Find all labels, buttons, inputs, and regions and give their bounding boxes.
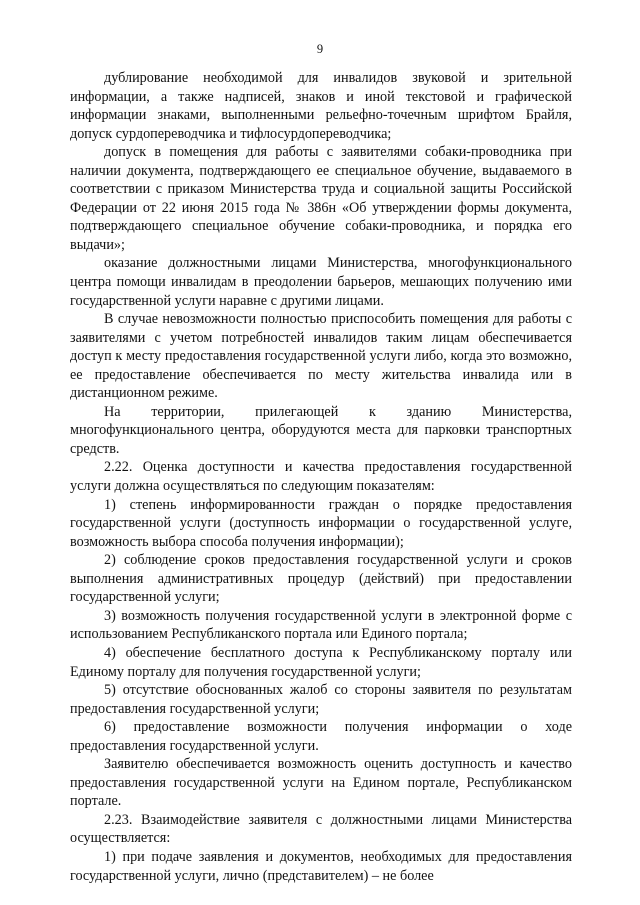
- indicator-item-4: 4) обеспечение бесплатного доступа к Республиканскому порталу или Единому порталу для получения государственной услуги;: [70, 644, 572, 680]
- interaction-item-1: 1) при подаче заявления и документов, необходимых для предоставления государственной услуги, лично (представителем) – не более: [70, 848, 572, 884]
- paragraph-assistance: оказание должностными лицами Министерства, многофункционального центра помощи инвалидам в преодолении барьеров, мешающих получению ими государственной услуги наравне с другими лицами.: [70, 255, 572, 309]
- indicator-item-6: 6) предоставление возможности получения информации о ходе предоставления государственной услуги.: [70, 719, 572, 754]
- paragraph-parking: На территории, прилегающей к зданию Министерства, многофункционального центра, оборудуются места для парковки транспортных средств.: [70, 403, 572, 457]
- paragraph-remote-service: В случае невозможности полностью приспособить помещения для работы с заявителями с учетом потребностей инвалидов таким лицам обеспечивается доступ к месту предоставления государственной услуги либо, когда это возможно, ее предоставление обеспечивается по месту жительства инвалида или в дистанционном режиме.: [70, 311, 572, 402]
- indicator-item-1: 1) степень информированности граждан о порядке предоставления государственной услуги (доступность информации о государственной услуге, возможность выбора способа получения информации);: [70, 496, 572, 550]
- page-number: 9: [316, 42, 324, 56]
- indicator-item-3: 3) возможность получения государственной услуги в электронной форме с использованием Республиканского портала или Единого портала;: [70, 607, 572, 643]
- indicator-item-5: 5) отсутствие обоснованных жалоб со стороны заявителя по результатам предоставления государственной услуги;: [70, 682, 572, 717]
- paragraph-braille-info: дублирование необходимой для инвалидов звуковой и зрительной информации, а также надписей, знаков и иной текстовой и графической информации знаками, выполненными рельефно-точечным шрифтом Брайля, допуск сурдопереводчика и тифлосурдопереводчика;: [70, 70, 572, 142]
- indicator-item-2: 2) соблюдение сроков предоставления государственной услуги и сроков выполнения административных процедур (действий) при предоставлении государственной услуги;: [70, 552, 572, 606]
- section-2-22-heading: 2.22. Оценка доступности и качества предоставления государственной услуги должна осуществляться по следующим показателям:: [70, 459, 572, 495]
- section-2-23-heading: 2.23. Взаимодействие заявителя с должностными лицами Министерства осуществляется:: [70, 811, 572, 847]
- paragraph-guide-dog: допуск в помещения для работы с заявителями собаки-проводника при наличии документа, подтверждающего ее специальное обучение, выдаваемого в соответствии с приказом Министерства труда и социальной защиты Российской Федерации от 22 июня 2015 года № 386н «Об утверждении формы документа, подтверждающего специальное обучение собаки-проводника, и порядка его выдачи»;: [70, 144, 572, 253]
- document-body: [70, 69, 572, 885]
- paragraph-portal-evaluation: Заявителю обеспечивается возможность оценить доступность и качество предоставления государственной услуги на Едином портале, Республиканском портале.: [70, 756, 572, 810]
